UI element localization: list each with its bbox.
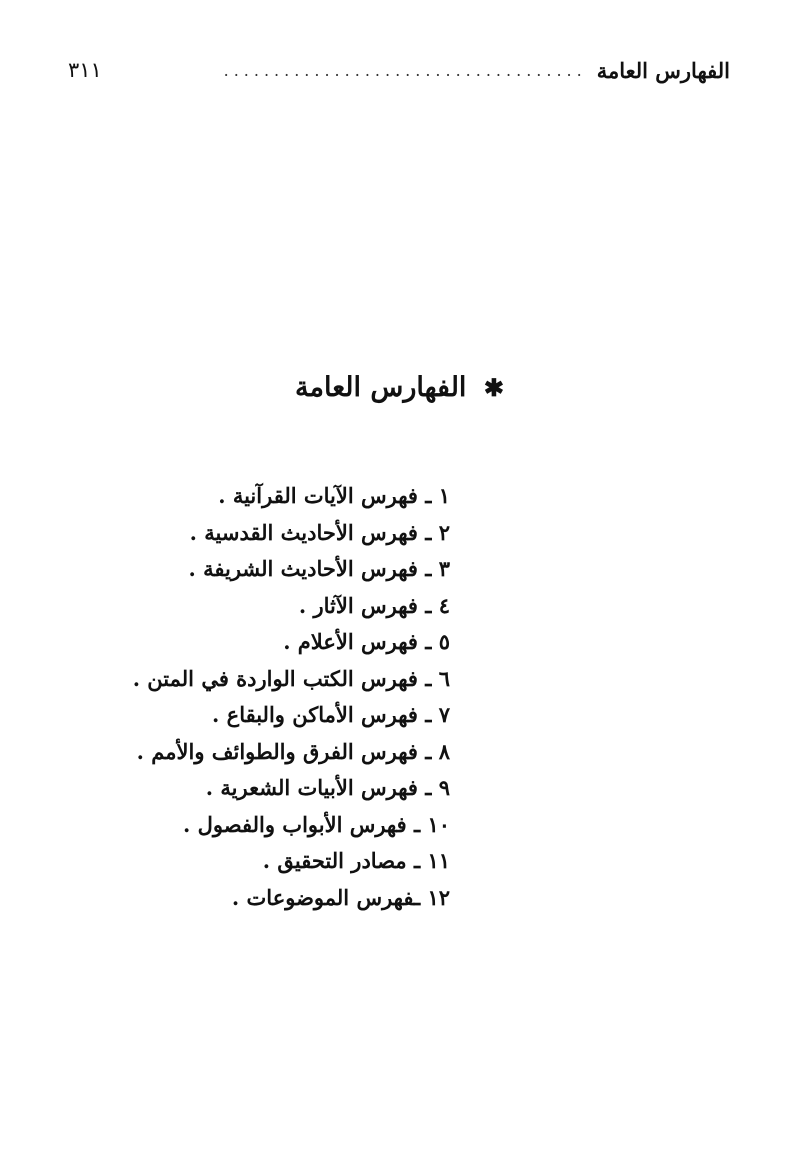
section-title: الفهارس العامة xyxy=(295,372,467,403)
section-heading xyxy=(0,372,799,403)
index-list xyxy=(132,478,450,916)
list-item: ١١ ـ مصادر التحقيق . xyxy=(262,848,450,873)
list-item: ٨ ـ فهرس الفرق والطوائف والأمم . xyxy=(136,738,450,764)
list-item: ٢ ـ فهرس الأحاديث القدسية . xyxy=(189,519,450,545)
list-item: ١٢ ـفهرس الموضوعات . xyxy=(231,884,450,910)
running-head xyxy=(68,50,730,90)
dot-leader: .................................... xyxy=(223,60,587,80)
list-item: ٩ ـ فهرس الأبيات الشعرية . xyxy=(205,775,450,800)
list-item: ٦ ـ فهرس الكتب الواردة في المتن . xyxy=(132,665,450,691)
asterisk-icon: ✱ xyxy=(483,373,504,402)
running-head-title: الفهارس العامة xyxy=(596,57,730,83)
list-item: ٣ ـ فهرس الأحاديث الشريفة . xyxy=(188,556,450,581)
page-number: ٣١١ xyxy=(68,58,102,82)
list-item: ١ ـ فهرس الآيات القرآنية . xyxy=(218,483,450,508)
list-item: ٤ ـ فهرس الآثار . xyxy=(298,592,450,618)
list-item: ٥ ـ فهرس الأعلام . xyxy=(283,629,450,654)
list-item: ٧ ـ فهرس الأماكن والبقاع . xyxy=(212,702,450,727)
list-item: ١٠ ـ فهرس الأبواب والفصول . xyxy=(183,811,450,837)
